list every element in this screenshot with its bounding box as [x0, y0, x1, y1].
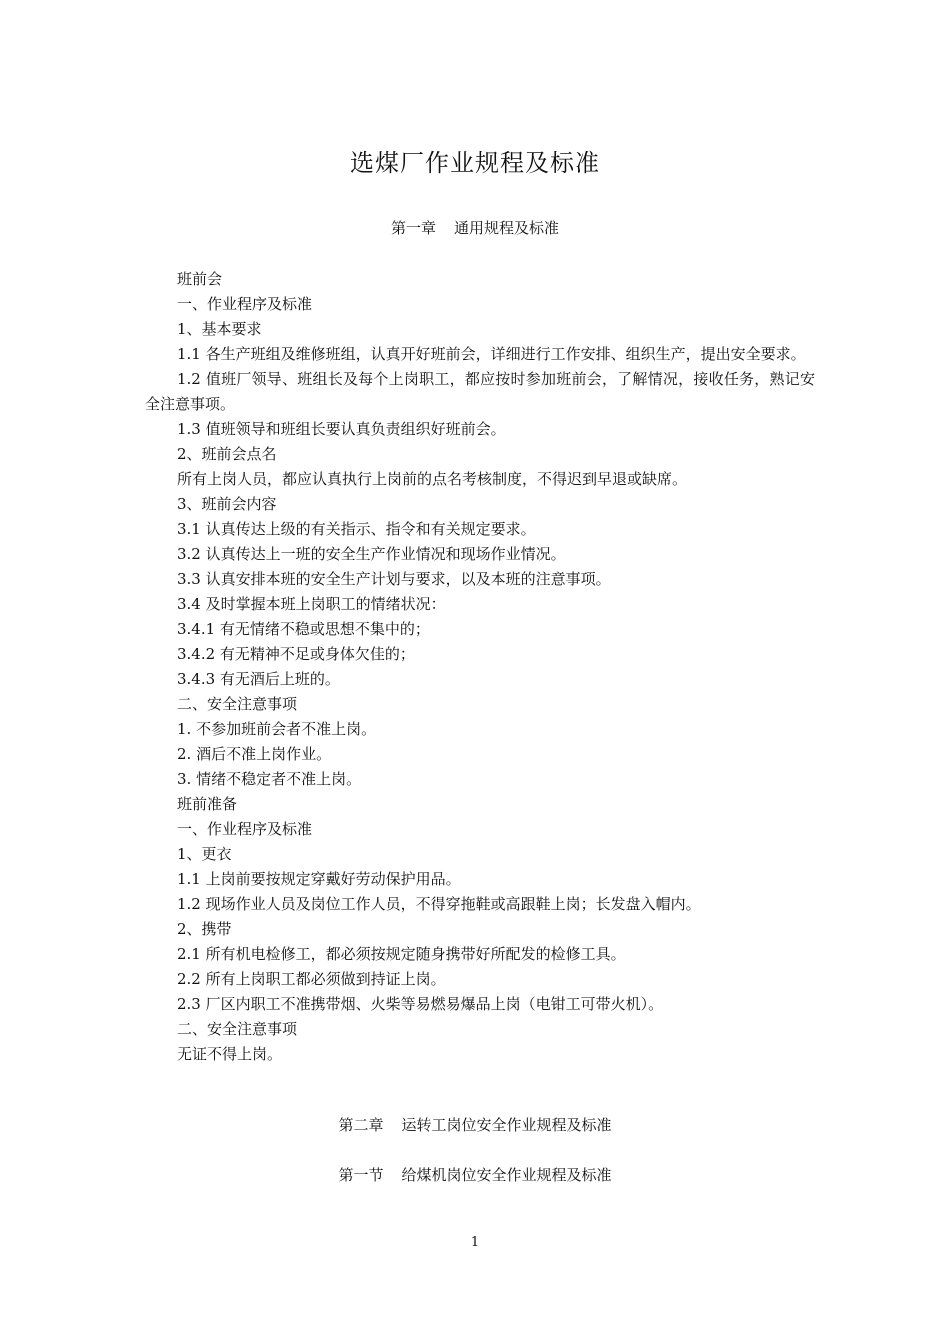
section-1-heading: [0, 1164, 950, 1185]
body-line: 3. 情绪不稳定者不准上岗。: [177, 770, 362, 788]
chapter-2-number: 第二章: [338, 1116, 384, 1134]
body-line: 3.4.3 有无酒后上班的。: [177, 670, 340, 688]
body-line: 1、基本要求: [177, 320, 262, 338]
body-line: 班前会: [177, 270, 223, 288]
body-line: 3、班前会内容: [177, 495, 277, 513]
chapter-2-name: 运转工岗位安全作业规程及标准: [401, 1116, 612, 1134]
body-line: 无证不得上岗。: [177, 1045, 283, 1063]
body-line: 2、携带: [177, 920, 232, 938]
body-line: 3.4.1 有无情绪不稳或思想不集中的；: [177, 620, 430, 638]
body-line: 班前准备: [177, 795, 238, 813]
chapter-2-heading: [0, 1114, 950, 1135]
chapter-1-number: 第一章: [390, 219, 436, 237]
body-line: 二、安全注意事项: [177, 1020, 298, 1038]
body-line: 所有上岗人员，都应认真执行上岗前的点名考核制度，不得迟到早退或缺席。: [177, 470, 688, 488]
body-line: 1.2 现场作业人员及岗位工作人员，不得穿拖鞋或高跟鞋上岗；长发盘入帽内。: [177, 895, 701, 913]
chapter-1-heading: [0, 217, 950, 238]
page-number: 1: [470, 1235, 480, 1250]
body-line: 3.2 认真传达上一班的安全生产作业情况和现场作业情况。: [177, 545, 566, 563]
body-line: 一、作业程序及标准: [177, 820, 313, 838]
body-line: 3.4 及时掌握本班上岗职工的情绪状况：: [177, 595, 446, 613]
body-line: 3.1 认真传达上级的有关指示、指令和有关规定要求。: [177, 520, 536, 538]
body-line: 二、安全注意事项: [177, 695, 298, 713]
body-line: 1.1 上岗前要按规定穿戴好劳动保护用品。: [177, 870, 461, 888]
section-1-number: 第一节: [338, 1166, 384, 1184]
body-line: 2.2 所有上岗职工都必须做到持证上岗。: [177, 970, 446, 988]
body-line: 3.3 认真安排本班的安全生产计划与要求，以及本班的注意事项。: [177, 570, 611, 588]
body-line: 1. 不参加班前会者不准上岗。: [177, 720, 377, 738]
body-line: 2. 酒后不准上岗作业。: [177, 745, 332, 763]
body-paragraph: 1.2 值班厂领导、班组长及每个上岗职工，都应按时参加班前会，了解情况，接收任务，熟记安全注意事项。: [145, 370, 815, 413]
body-line: 2、班前会点名: [177, 445, 277, 463]
body-paragraph: 1.1 各生产班组及维修班组，认真开好班前会，详细进行工作安排、组织生产，提出安全要求。: [177, 345, 806, 363]
document-title: 选煤厂作业规程及标准: [350, 149, 600, 177]
body-line: 1、更衣: [177, 845, 232, 863]
body-line: 3.4.2 有无精神不足或身体欠佳的；: [177, 645, 415, 663]
section-1-name: 给煤机岗位安全作业规程及标准: [401, 1166, 612, 1184]
chapter-1-name: 通用规程及标准: [454, 219, 560, 237]
body-line: 2.3 厂区内职工不准携带烟、火柴等易燃易爆品上岗（电钳工可带火机）。: [177, 995, 664, 1013]
body-line: 2.1 所有机电检修工，都必须按规定随身携带好所配发的检修工具。: [177, 945, 626, 963]
body-line: 一、作业程序及标准: [177, 295, 313, 313]
body-line: 1.3 值班领导和班组长要认真负责组织好班前会。: [177, 420, 506, 438]
document-body: [145, 267, 815, 1067]
